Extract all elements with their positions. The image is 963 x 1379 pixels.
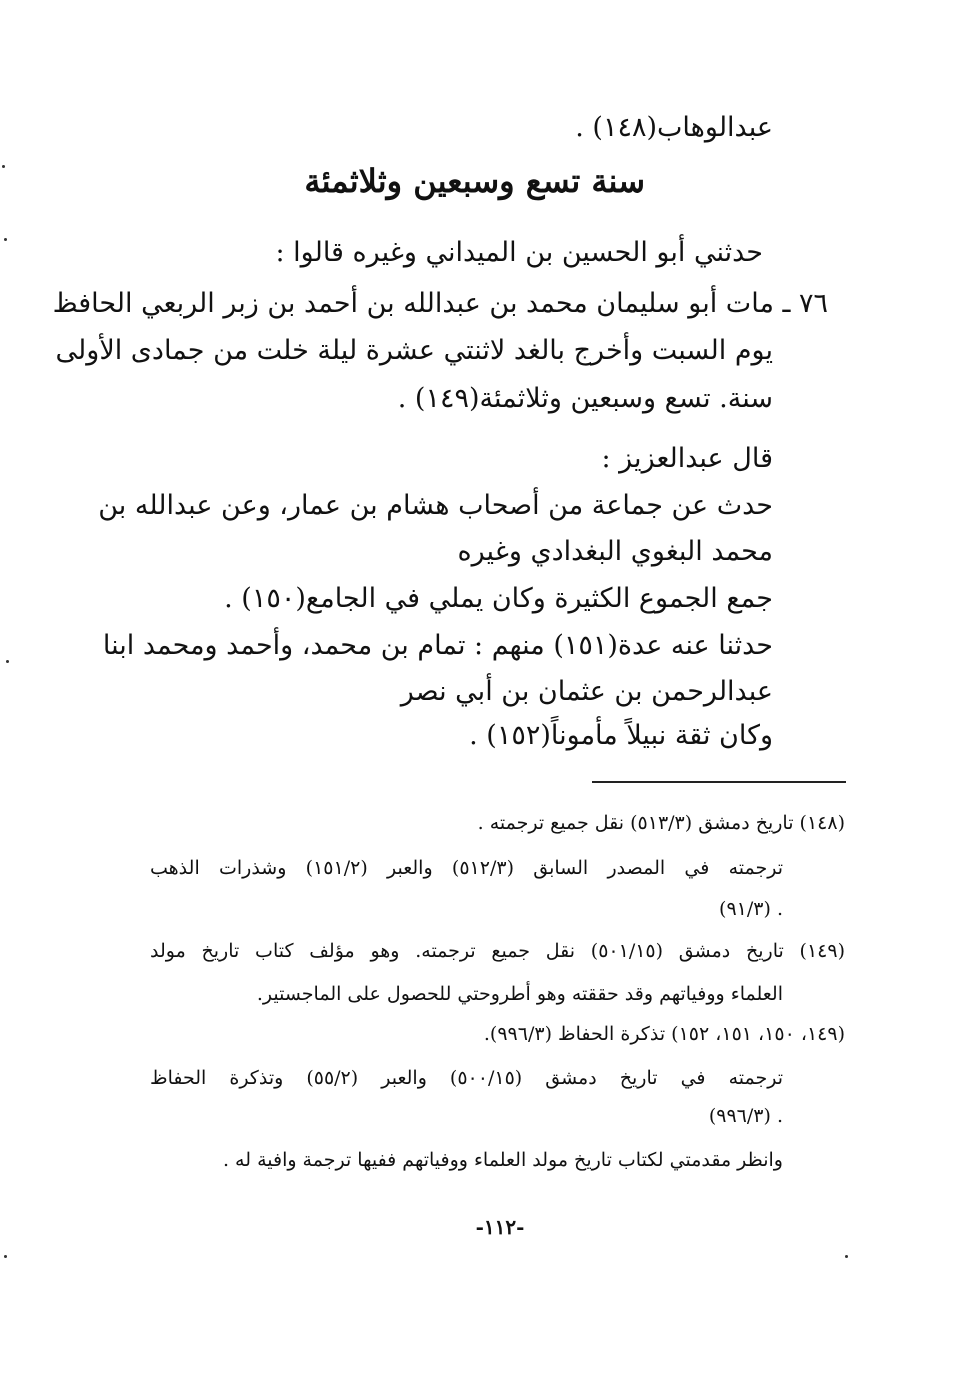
text-line: محمد البغوي البغدادي وغيره [457,536,773,567]
text-line: عبدالوهاب(١٤٨) . [575,112,773,143]
scan-speck [6,660,9,663]
text-line: وكان ثقة نبيلاً مأموناً(١٥٢) . [469,720,773,751]
footnote-line: (١٤٩، ١٥٠، ١٥١، ١٥٢) تذكرة الحفاظ (٩٩٦/٣). [483,1023,845,1045]
text-line: حدث عن جماعة من أصحاب هشام بن عمار، وعن عبدالله بن [98,490,773,521]
footnote-line: ترجمته في تاريخ دمشق (٥٠٠/١٥) والعبر (٥٥/٢) وتذكرة الحفاظ [150,1067,783,1089]
footnote-line: ترجمته في المصدر السابق (٥١٢/٣) والعبر (١٥١/٢) وشذرات الذهب [150,857,784,879]
footnote-line: العلماء ووفياتهم وقد حققته وهو أطروحتي للحصول على الماجستير. [256,983,783,1005]
footnote-line: (١٤٨) تاريخ دمشق (٥١٣/٣) نقل جميع ترجمته . [477,812,845,834]
footnote-line: (٩٩٦/٣) . [708,1105,783,1127]
scan-speck [2,165,5,168]
text-line: قال عبدالعزيز : [601,443,773,474]
text-line: سنة. تسع وسبعين وثلاثمئة(١٤٩) . [397,383,773,414]
footnote-separator [592,781,846,783]
footnote-line: وانظر مقدمتي لكتاب تاريخ مولد العلماء ووفياتهم ففيها ترجمة وافية له . [222,1149,783,1171]
text-line: جمع الجموع الكثيرة وكان يملي في الجامع(١٥٠) . [224,583,773,614]
scan-speck [845,1255,848,1258]
text-line: حدثنا عنه عدة(١٥١) منهم : تمام بن محمد، وأحمد ومحمد ابنا [102,630,773,661]
entry-76-line: ٧٦ ـ مات أبو سليمان محمد بن عبدالله بن أحمد بن زبر الربعي الحافظ [52,288,828,319]
text-line: يوم السبت وأخرج بالغد لاثنتي عشرة ليلة خلت من جمادى الأولى [55,335,773,366]
scan-speck [4,238,7,241]
page-number: -١١٢- [475,1215,525,1239]
footnote-line: (٩١/٣) . [719,898,783,920]
section-heading: سنة تسع وسبعين وثلاثمئة [304,162,645,200]
text-line: حدثني أبو الحسين بن الميداني وغيره قالوا : [275,237,763,268]
footnote-line: (١٤٩) تاريخ دمشق (٥٠١/١٥) نقل جميع ترجمته. وهو مؤلف كتاب تاريخ مولد [150,940,845,962]
text-line: عبدالرحمن بن عثمان بن أبي نصر [400,676,773,707]
scan-speck [4,1255,7,1258]
